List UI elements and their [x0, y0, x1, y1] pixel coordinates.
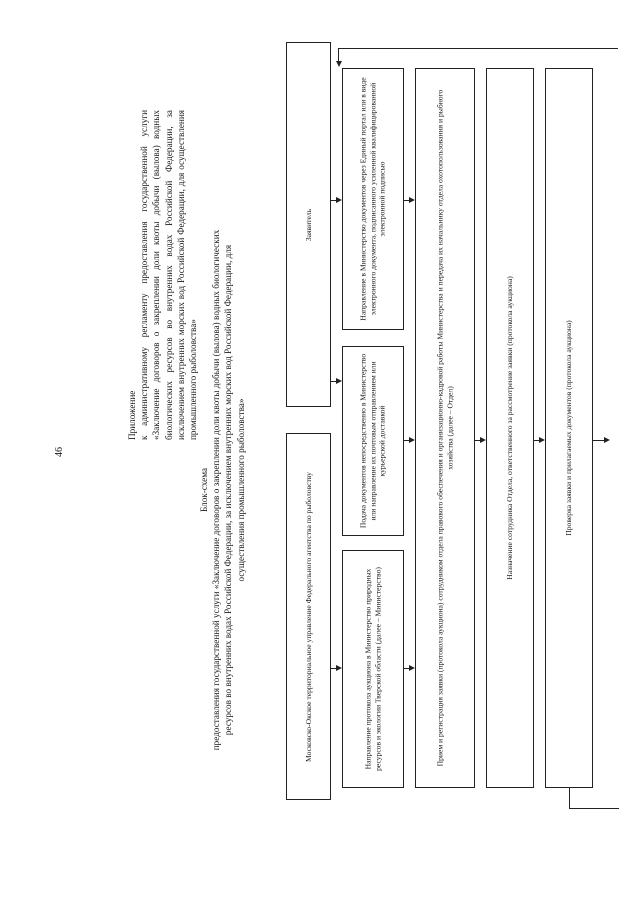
applicant-text: Заявитель [303, 208, 313, 241]
connector-arrow [409, 437, 415, 443]
connector-arrow [539, 437, 545, 443]
applicant-box [286, 42, 331, 407]
appendix-title: Приложение [127, 390, 137, 440]
page-number: 46 [54, 447, 65, 457]
check-text: Проверка заявки и прилагаемых документов (протокола аукциона) [564, 320, 574, 536]
connector-arrow [336, 197, 342, 203]
paper-submit-box [342, 346, 404, 536]
scheme-title: Блок-схема [199, 467, 209, 513]
registration-text: Прием и регистрация заявки (протокола аукциона) сотрудником отдела правового обеспечения и организационно-кадровой работы Министерства и передача их начальнику отдела охотопользования и рыбного хозяйства (далее – Отдел) [435, 89, 454, 767]
feedback-line [338, 48, 618, 49]
scheme-subtitle: предоставления государственной услуги «Заключение договоров о закреплении доли квоты добычи (вылова) водных биологических ресурсов во внутренних водах Российской Федерации, за исключением внутренних морских вод Российской Федерации, для осуществления промышленного рыболовства» [211, 229, 246, 751]
connector-arrow [336, 378, 342, 384]
connector-arrow [409, 197, 415, 203]
feedback-line [338, 48, 339, 62]
agency-send-text: Направление протокола аукциона в Министерство природных ресурсов и экологии Тверской области (далее – Министерство) [363, 567, 382, 771]
connector-arrow [336, 665, 342, 671]
paper-submit-text: Подача документов непосредственно в Министерство или направление их почтовым отправлением или курьерской доставкой [358, 353, 387, 529]
electronic-submit-box [342, 68, 404, 330]
assignment-text: Назначение сотрудника Отдела, ответственного за рассмотрение заявки (протокола аукциона) [505, 276, 515, 580]
agency-send-box [342, 550, 404, 788]
check-box [545, 68, 593, 788]
connector-arrow [409, 665, 415, 671]
agency-text: Московско-Окское территориальное управление Федерального агентства по рыболовству [303, 471, 313, 762]
registration-box [415, 68, 475, 788]
electronic-submit-text: Направление в Министерство документов через Единый портал или в виде электронного документа, подписанного усиленной квалифицированной электронной подписью [358, 77, 387, 321]
scheme-block [198, 220, 282, 760]
bottom-line [569, 808, 619, 809]
appendix-body: к административному регламенту предоставления государственной услуги «Заключение договоров о закреплении доли квоты добычи (вылова) водных биологических ресурсов во внутренних водах Российской Федерации, за исключением внутренних морских вод Российской Федерации, для осуществления промышленного рыболовства» [139, 110, 199, 440]
bottom-line [569, 788, 570, 808]
agency-box [286, 433, 331, 800]
connector-arrow [480, 437, 486, 443]
assignment-box [486, 68, 534, 788]
connector-arrow [336, 61, 342, 67]
connector-arrow [604, 437, 610, 443]
